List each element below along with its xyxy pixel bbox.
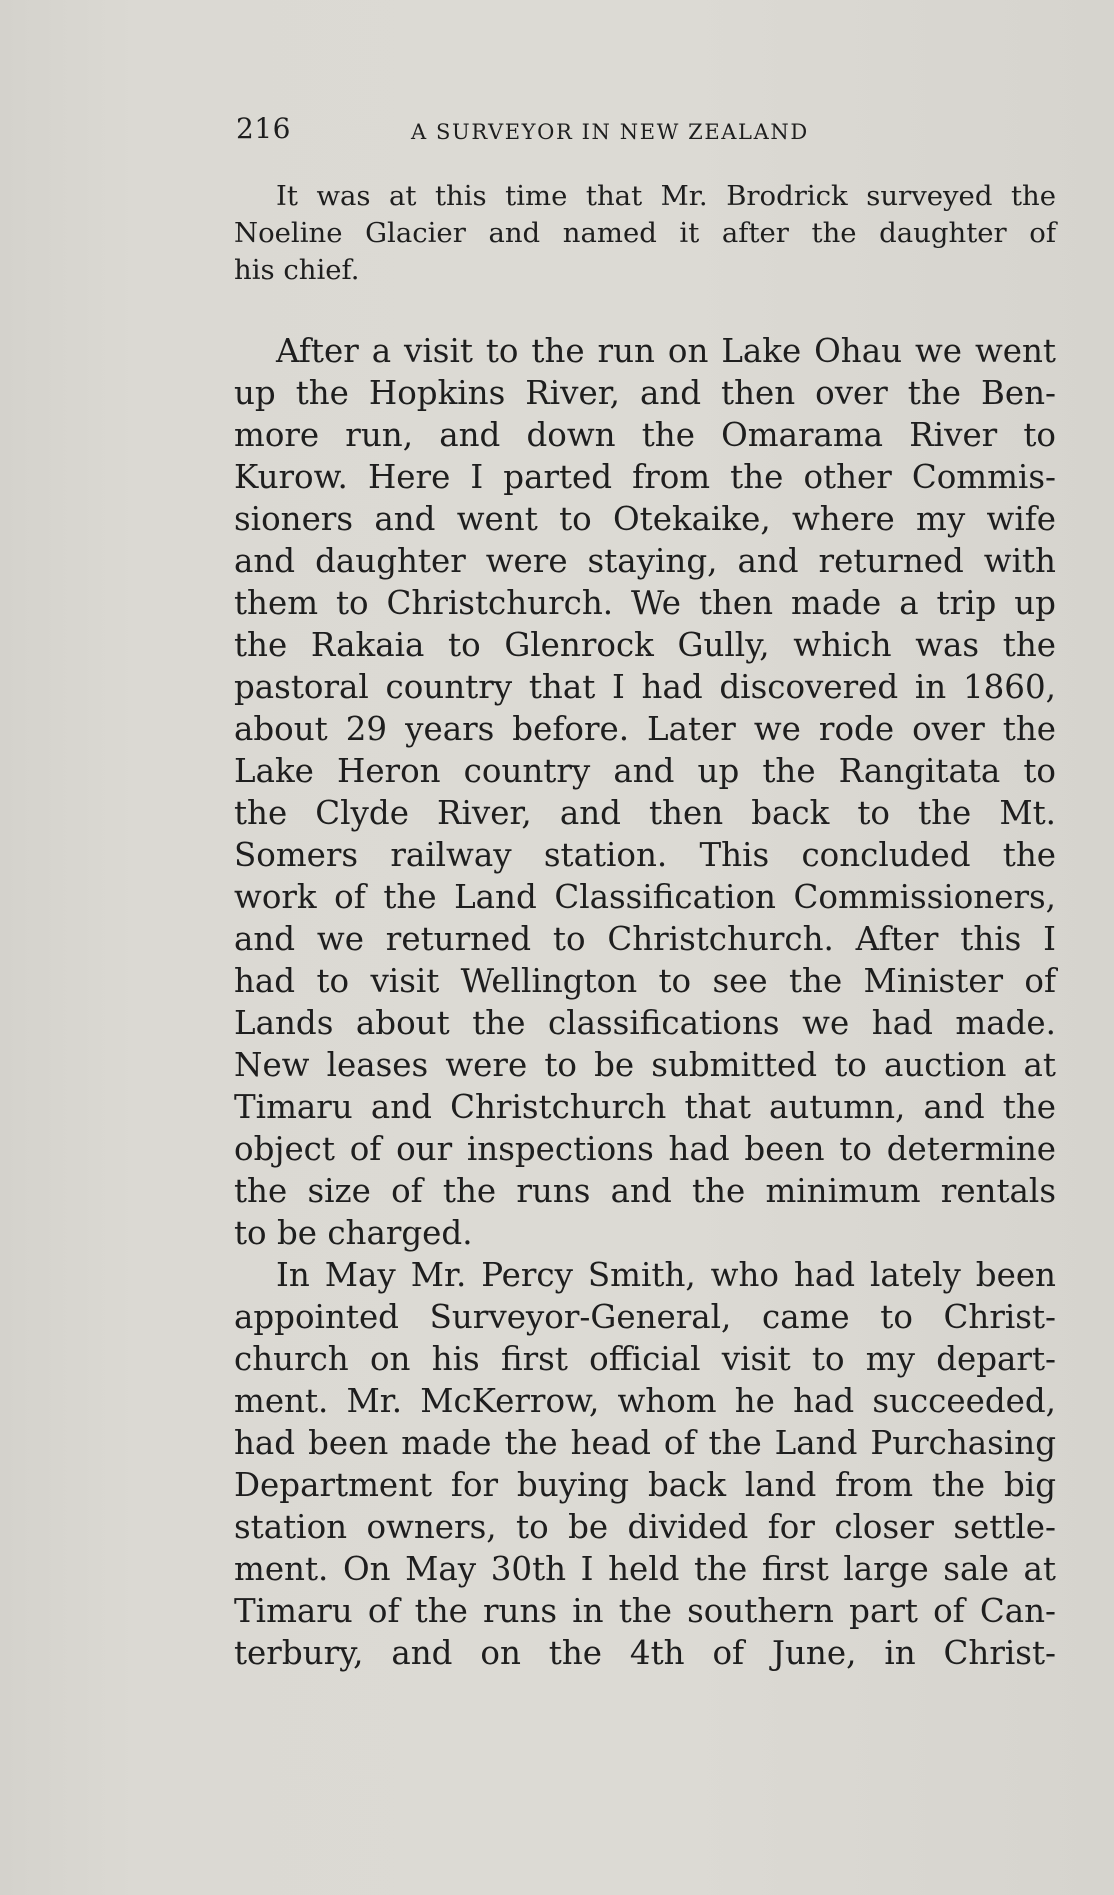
text-line: church on his first official visit to my depart-	[234, 1340, 1056, 1378]
text-line: and we returned to Christchurch. After this I	[234, 920, 1056, 958]
text-line: the Clyde River, and then back to the Mt.	[234, 794, 1056, 832]
text-line: about 29 years before. Later we rode over the	[234, 710, 1056, 748]
paragraph-1	[234, 330, 1056, 1254]
text-line: had been made the head of the Land Purchasing	[234, 1424, 1056, 1462]
text-line: Kurow. Here I parted from the other Commis-	[234, 458, 1056, 496]
text-line: Lands about the classifications we had made.	[234, 1004, 1056, 1042]
text-line: appointed Surveyor-General, came to Christ-	[234, 1298, 1056, 1336]
running-title: A SURVEYOR IN NEW ZEALAND	[411, 120, 809, 144]
text-line: sioners and went to Otekaike, where my wife	[234, 500, 1056, 538]
text-line: Department for buying back land from the big	[234, 1466, 1056, 1504]
text-line: to be charged.	[234, 1214, 473, 1252]
text-line: After a visit to the run on Lake Ohau we went	[276, 332, 1056, 370]
text-line: ment. Mr. McKerrow, whom he had succeeded,	[234, 1382, 1056, 1420]
text-line: them to Christchurch. We then made a trip up	[234, 584, 1056, 622]
text-line: Timaru and Christchurch that autumn, and the	[234, 1088, 1056, 1126]
text-line: the size of the runs and the minimum rentals	[234, 1172, 1056, 1210]
text-line: more run, and down the Omarama River to	[234, 416, 1056, 454]
text-line: ment. On May 30th I held the first large sale at	[234, 1550, 1056, 1588]
text-line: Lake Heron country and up the Rangitata to	[234, 752, 1056, 790]
text-line: and daughter were staying, and returned with	[234, 542, 1056, 580]
text-line: had to visit Wellington to see the Minister of	[234, 962, 1056, 1000]
footnote-block	[234, 178, 1056, 289]
text-line: pastoral country that I had discovered in 1860,	[234, 668, 1056, 706]
note-line: Noeline Glacier and named it after the daughter of	[234, 217, 1056, 249]
page-number: 216	[236, 112, 291, 145]
text-line: up the Hopkins River, and then over the Ben-	[234, 374, 1056, 412]
text-line: the Rakaia to Glenrock Gully, which was the	[234, 626, 1056, 664]
note-line: his chief.	[234, 254, 360, 286]
text-line: New leases were to be submitted to auction at	[234, 1046, 1056, 1084]
page-header	[236, 112, 1056, 152]
paragraph-2	[234, 1254, 1056, 1674]
text-line: Timaru of the runs in the southern part of Can-	[234, 1592, 1056, 1630]
note-line: It was at this time that Mr. Brodrick surveyed the	[276, 180, 1056, 212]
text-line: terbury, and on the 4th of June, in Christ-	[234, 1634, 1056, 1672]
text-line: In May Mr. Percy Smith, who had lately been	[276, 1256, 1056, 1294]
text-line: work of the Land Classification Commissioners,	[234, 878, 1056, 916]
text-line: object of our inspections had been to determine	[234, 1130, 1056, 1168]
text-line: Somers railway station. This concluded the	[234, 836, 1056, 874]
text-line: station owners, to be divided for closer settle-	[234, 1508, 1056, 1546]
